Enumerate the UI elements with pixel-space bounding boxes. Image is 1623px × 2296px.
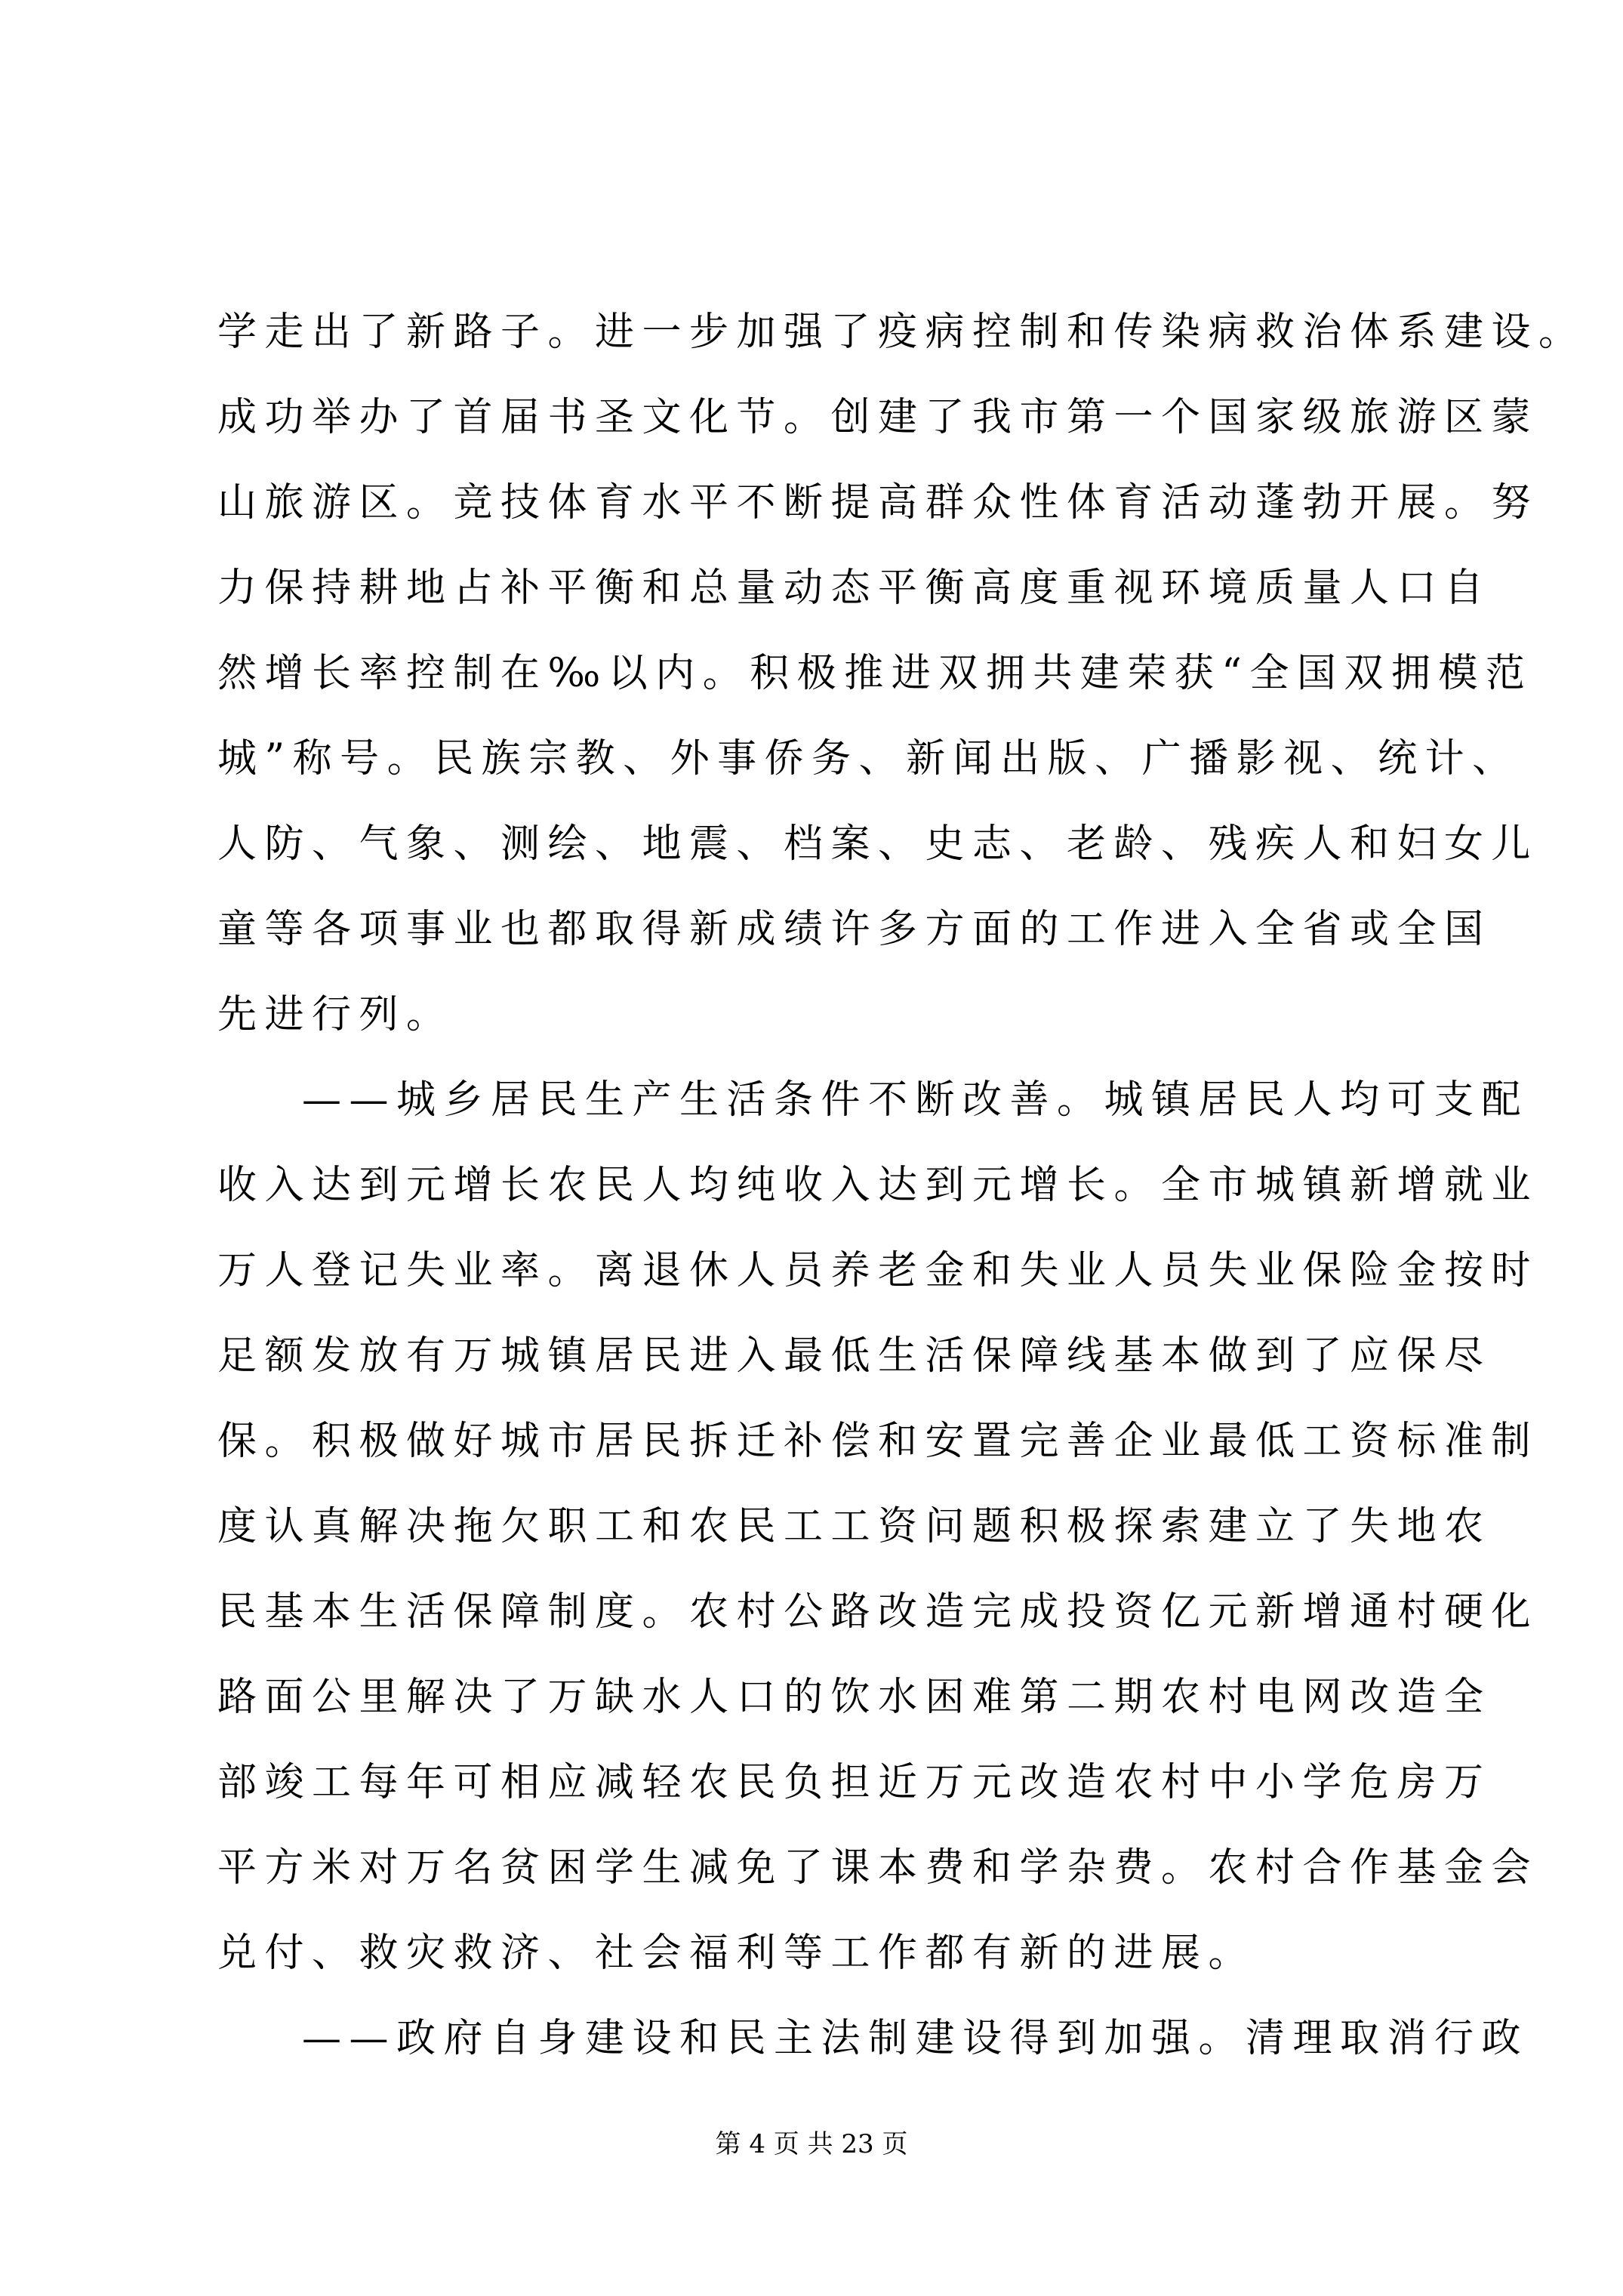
text-line: 部竣工每年可相应减轻农民负担近万元改造农村中小学危房万 xyxy=(217,1760,1492,1805)
text-line: 保。积极做好城市居民拆迁补偿和安置完善企业最低工资标准制 xyxy=(217,1419,1539,1464)
text-line: 童等各项事业也都取得新成绩许多方面的工作进入全省或全国 xyxy=(217,907,1492,952)
text-line: 兑付、救灾救济、社会福利等工作都有新的进展。 xyxy=(217,1931,1256,1976)
text-line: 度认真解决拖欠职工和农民工工资问题积极探索建立了失地农 xyxy=(217,1504,1492,1549)
paragraph-first-line: ——政府自身建设和民主法制建设得到加强。清理取消行政 xyxy=(302,2016,1529,2061)
text-line: 然增长率控制在‰以内。积极推进双拥共建荣获“全国双拥模范 xyxy=(217,651,1533,696)
text-line: 学走出了新路子。进一步加强了疫病控制和传染病救治体系建设。 xyxy=(217,310,1586,355)
text-line: 收入达到元增长农民人均纯收入达到元增长。全市城镇新增就业 xyxy=(217,1163,1539,1208)
text-line: 路面公里解决了万缺水人口的饮水困难第二期农村电网改造全 xyxy=(217,1675,1492,1720)
text-line: 城”称号。民族宗教、外事侨务、新闻出版、广播影视、统计、 xyxy=(217,736,1520,781)
text-line: 先进行列。 xyxy=(217,992,454,1037)
text-line: 民基本生活保障制度。农村公路改造完成投资亿元新增通村硬化 xyxy=(217,1589,1539,1635)
text-line: 万人登记失业率。离退休人员养老金和失业人员失业保险金按时 xyxy=(217,1248,1539,1293)
page-footer: 第 4 页 共 23 页 xyxy=(715,2129,908,2159)
text-line: 成功举办了首届书圣文化节。创建了我市第一个国家级旅游区蒙 xyxy=(217,395,1539,440)
text-line: 足额发放有万城镇居民进入最低生活保障线基本做到了应保尽 xyxy=(217,1333,1492,1379)
text-line: 力保持耕地占补平衡和总量动态平衡高度重视环境质量人口自 xyxy=(217,566,1492,611)
text-line: 平方米对万名贫困学生减免了课本费和学杂费。农村合作基金会 xyxy=(217,1845,1539,1891)
text-line: 人防、气象、测绘、地震、档案、史志、老龄、残疾人和妇女儿 xyxy=(217,821,1539,867)
paragraph-first-line: ——城乡居民生产生活条件不断改善。城镇居民人均可支配 xyxy=(302,1077,1529,1123)
text-line: 山旅游区。竞技体育水平不断提高群众性体育活动蓬勃开展。努 xyxy=(217,480,1539,525)
